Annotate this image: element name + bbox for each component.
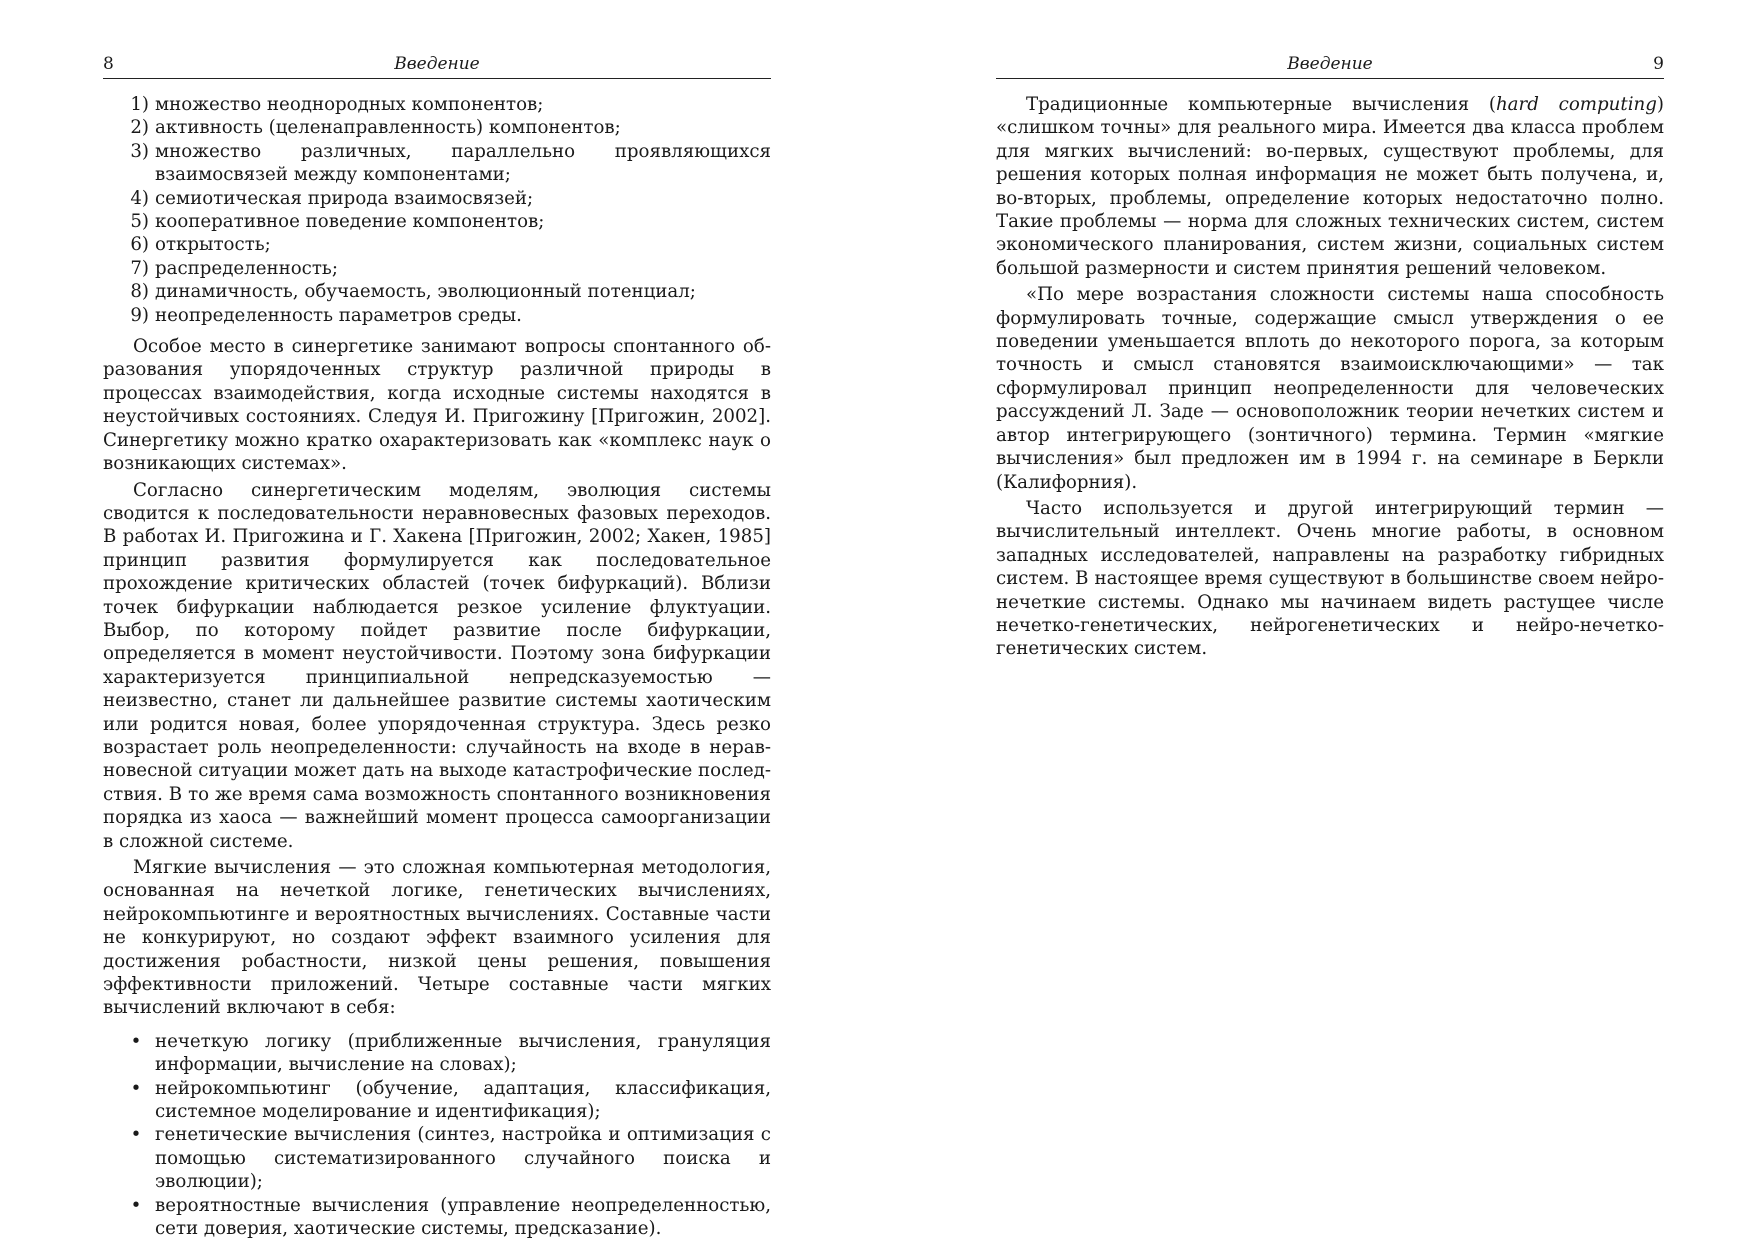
list-number: 2)	[130, 117, 149, 139]
list-item	[103, 93, 771, 116]
bullet-icon: •	[130, 1194, 142, 1216]
bullet-text: нейрокомпьютинг (обучение, адаптация, классификация, системное моделирование и идентификация);	[155, 1077, 771, 1123]
bullet-icon: •	[130, 1030, 142, 1052]
bullet-item	[103, 1030, 771, 1077]
left-running-head	[103, 50, 771, 79]
paragraph-bifurcation: Согласно синергетическим моделям, эволюция системы сводится к последовательности неравновесных фазовых переходов. В работах И. Пригожина и Г. Хакена [Пригожин, 2002; Хакен, 1985] принцип развития формулируется как последовательное прохождение критических областей (точек бифуркаций). Вблизи точек бифуркации наблюдается резкое усиление флуктуации. Выбор, по которому пойдет развитие после бифуркации, определяется в момент неустойчивости. Поэтому зона бифуркации характеризуется принципиальной непредсказуемостью — неизвестно, станет ли дальнейшее развитие системы хаотическим или родится новая, более упорядоченная структура. Здесь резко возрастает роль неопределенности: случайность на входе в неравновесной ситуации может дать на выходе катастрофические последствия. В то же время сама возможность спонтанного возникновения порядка из хаоса — важнейший момент процесса самоорганизации в сложной системе.	[103, 479, 771, 852]
list-text: неопределенность параметров среды.	[155, 304, 522, 326]
list-text: активность (целенаправленность) компонентов;	[155, 117, 621, 139]
right-page-number: 9	[1653, 54, 1664, 74]
right-running-head	[996, 50, 1664, 79]
components-list	[103, 1030, 771, 1241]
list-item	[103, 140, 771, 187]
list-text: распределенность;	[155, 257, 338, 279]
list-item	[103, 116, 771, 139]
list-number: 7)	[130, 257, 149, 279]
list-text: кооперативное поведение компонентов;	[155, 211, 545, 233]
list-text: семиотическая природа взаимосвязей;	[155, 187, 534, 209]
bullet-text: нечеткую логику (приближенные вычисления, грануляция информации, вычисление на словах);	[155, 1030, 771, 1076]
left-body	[103, 93, 771, 1241]
right-running-title: Введение	[1287, 54, 1373, 74]
paragraph-synergetics: Особое место в синергетике занимают вопросы спонтанного образования упорядоченных структур различной природы в процессах взаимодействия, когда исходные системы находятся в неустойчивых состояниях. Следуя И. Пригожину [Пригожин, 2002]. Синергетику можно кратко охарактеризовать как «комплекс наук о возникающих системах».	[103, 336, 771, 475]
list-number: 4)	[130, 187, 149, 209]
list-number: 9)	[130, 304, 149, 326]
list-number: 1)	[130, 94, 149, 115]
bullet-item	[103, 1123, 771, 1193]
paragraph-hard-computing	[996, 93, 1664, 280]
paragraph-computational-intelligence: Часто используется и другой интегрирующий термин — вычислительный интеллект. Очень многие работы, в основном западных исследователей, направлены на разработку гибридных систем. В настоящее время существуют в большинстве своем нейро-нечеткие системы. Однако мы начинаем видеть растущее числе нечетко-генетических, нейрогенетических и нейро-нечетко-генетических систем.	[996, 497, 1664, 660]
list-item	[103, 233, 771, 256]
bullet-item	[103, 1194, 771, 1241]
list-text: открытость;	[155, 234, 271, 256]
paragraph-zadeh-principle: «По мере возрастания сложности системы наша способность формулировать точные, содержащие смысл утверждения о ее поведении уменьшается вплоть до некоторого порога, за которым точность и смысл становятся взаимоисключающими» — так сформулировал принцип неопределенности для человеческих рассуждений Л. Заде — основоположник теории нечетких систем и автор интегрирующего (зонтичного) термина. Термин «мягкие вычисления» был предложен им в 1994 г. на семинаре в Беркли (Калифорния).	[996, 284, 1664, 493]
list-number: 8)	[130, 281, 149, 303]
list-item	[103, 257, 771, 280]
list-number: 3)	[130, 140, 149, 162]
right-body	[996, 93, 1664, 661]
left-running-title: Введение	[394, 54, 480, 74]
list-item	[103, 280, 771, 303]
text-fragment: Традиционные компьютерные вычисления (	[1026, 94, 1496, 115]
list-item	[103, 187, 771, 210]
left-page	[103, 50, 771, 1241]
properties-list	[103, 93, 771, 327]
list-text: динамичность, обучаемость, эволюционный потенциал;	[155, 281, 696, 303]
bullet-item	[103, 1077, 771, 1124]
text-fragment: ) «слишком точны» для реального мира. Имеется два класса проблем для мягких вычислений: во-первых, существуют проблемы, для решения которых полная информация не может быть получена, и, во-вторых, проблемы, определение которых недостаточно полно. Такие проблемы — норма для сложных технических систем, систем экономического планирования, систем жизни, социальных систем большой размерности и систем принятия решений человеком.	[996, 94, 1664, 279]
bullet-icon: •	[130, 1124, 142, 1146]
list-item	[103, 304, 771, 327]
list-number: 5)	[130, 211, 149, 233]
bullet-text: генетические вычисления (синтез, настройка и оптимизация с помощью систематизированного случайного поиска и эволюции);	[155, 1124, 771, 1193]
list-text: множество неоднородных компонентов;	[155, 94, 544, 115]
list-text: множество различных, параллельно проявляющихся взаимосвязей между компонентами;	[155, 140, 771, 186]
right-page	[996, 50, 1664, 661]
left-page-number: 8	[103, 54, 114, 74]
bullet-icon: •	[130, 1077, 142, 1099]
bullet-text: вероятностные вычисления (управление неопределенностью, сети доверия, хаотические системы, предсказание).	[155, 1194, 771, 1240]
paragraph-soft-computing: Мягкие вычисления — это сложная компьютерная методология, основанная на нечеткой логике, генетических вычислениях, нейрокомпьютинге и вероятностных вычислениях. Составные части не конкурируют, но создают эффект взаимного усиления для достижения робастности, низкой цены решения, повышения эффективности приложений. Четыре составные части мягких вычислений включают в себя:	[103, 857, 771, 1019]
term-hard-computing: hard computing	[1495, 94, 1657, 115]
list-item	[103, 210, 771, 233]
list-number: 6)	[130, 234, 149, 256]
